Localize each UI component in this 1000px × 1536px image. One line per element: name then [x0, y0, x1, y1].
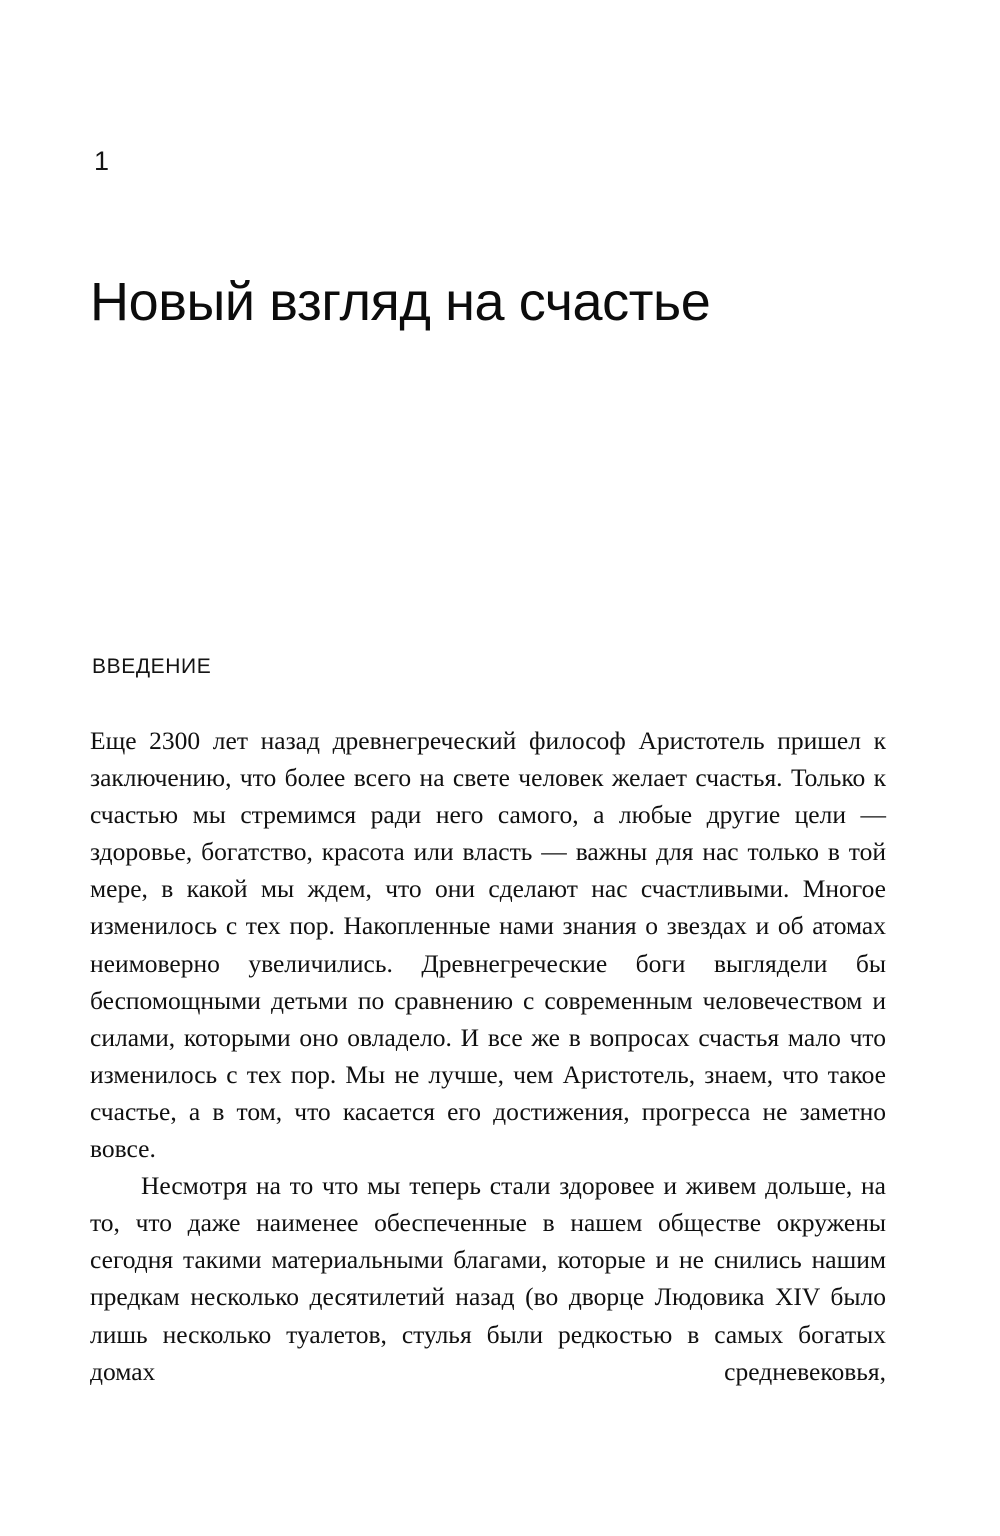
paragraph: Еще 2300 лет назад древнегреческий философ Аристотель пришел к заключению, что более всего на свете человек желает счастья. Только к счастью мы стремимся ради него самого, а любые другие цели — здоровье, богатство, красота или власть — важны для нас только в той мере, в какой мы ждем, что они сделают нас счастливыми. Многое изменилось с тех пор. Накопленные нами знания о звездах и об атомах неимоверно увеличились. Древнегреческие боги выглядели бы беспомощными детьми по сравнению с современным человечеством и силами, которыми оно овладело. И все же в вопросах счастья мало что изменилось с тех пор. Мы не лучше, чем Аристотель, знаем, что такое счастье, а в том, что касается его достижения, прогресса не заметно вовсе.	[90, 726, 886, 1164]
section-label-introduction: ВВЕДЕНИЕ	[92, 655, 212, 678]
page-content	[90, 0, 890, 1536]
paragraph: Несмотря на то что мы теперь стали здоровее и живем дольше, на то, что даже наименее обеспеченные в нашем обществе окружены сегодня такими материальными благами, которые и не снились нашим предкам несколько десятилетий назад (во дворце Людовика XIV было лишь несколько туалетов, стулья были редкостью в самых богатых домах средневековья,	[90, 1171, 886, 1386]
body-text	[90, 722, 886, 1427]
chapter-title: Новый взгляд на счастье	[90, 272, 711, 333]
chapter-number: 1	[94, 146, 110, 176]
